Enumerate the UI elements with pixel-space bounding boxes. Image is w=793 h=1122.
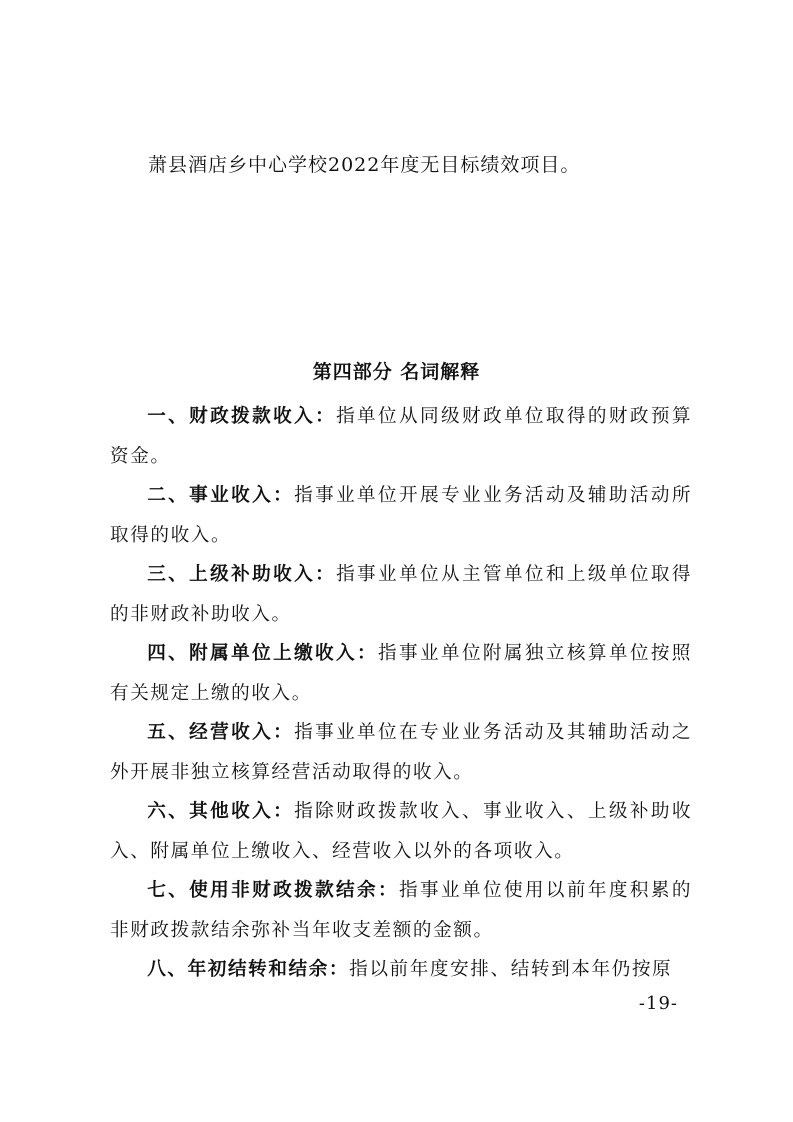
definition-term: 三、上级补助收入：	[147, 564, 337, 585]
intro-text: 萧县酒店乡中心学校2022年度无目标绩效项目。	[148, 154, 581, 176]
definition-item	[110, 713, 692, 792]
definition-item	[110, 950, 692, 990]
definition-term: 二、事业收入：	[147, 485, 295, 506]
page-number: -19-	[638, 993, 678, 1014]
definition-item	[110, 555, 692, 634]
definition-term: 七、使用非财政拨款结余：	[147, 880, 400, 901]
definition-text: 指除财政拨款收入、事业收入、上级补助收入、附属单位上缴收入、经营收入以外的各项收入。	[110, 801, 693, 862]
section-title: 第四部分 名词解释	[312, 361, 481, 383]
definition-text: 指事业单位从主管单位和上级单位取得的非财政补助收入。	[110, 564, 693, 625]
definition-text: 指事业单位开展专业业务活动及辅助活动所取得的收入。	[110, 485, 693, 546]
definition-term: 四、附属单位上缴收入：	[147, 643, 379, 664]
definition-text: 指事业单位使用以前年度积累的非财政拨款结余弥补当年收支差额的金额。	[110, 880, 693, 941]
definition-item	[110, 634, 692, 713]
definition-item	[110, 792, 692, 871]
definition-item	[110, 871, 692, 950]
definition-term: 六、其他收入：	[147, 801, 295, 822]
definitions-list	[110, 397, 692, 990]
definition-term: 八、年初结转和结余：	[147, 959, 350, 980]
definition-term: 一、财政拨款收入：	[147, 406, 337, 427]
definition-text: 指事业单位附属独立核算单位按照有关规定上缴的收入。	[110, 643, 692, 704]
definition-text: 指单位从同级财政单位取得的财政预算资金。	[110, 406, 693, 467]
definition-item	[110, 476, 692, 555]
definition-term: 五、经营收入：	[147, 722, 295, 743]
definition-text: 指以前年度安排、结转到本年仍按原	[349, 959, 673, 980]
definition-item	[110, 397, 692, 476]
definition-text: 指事业单位在专业业务活动及其辅助活动之外开展非独立核算经营活动取得的收入。	[110, 722, 693, 783]
